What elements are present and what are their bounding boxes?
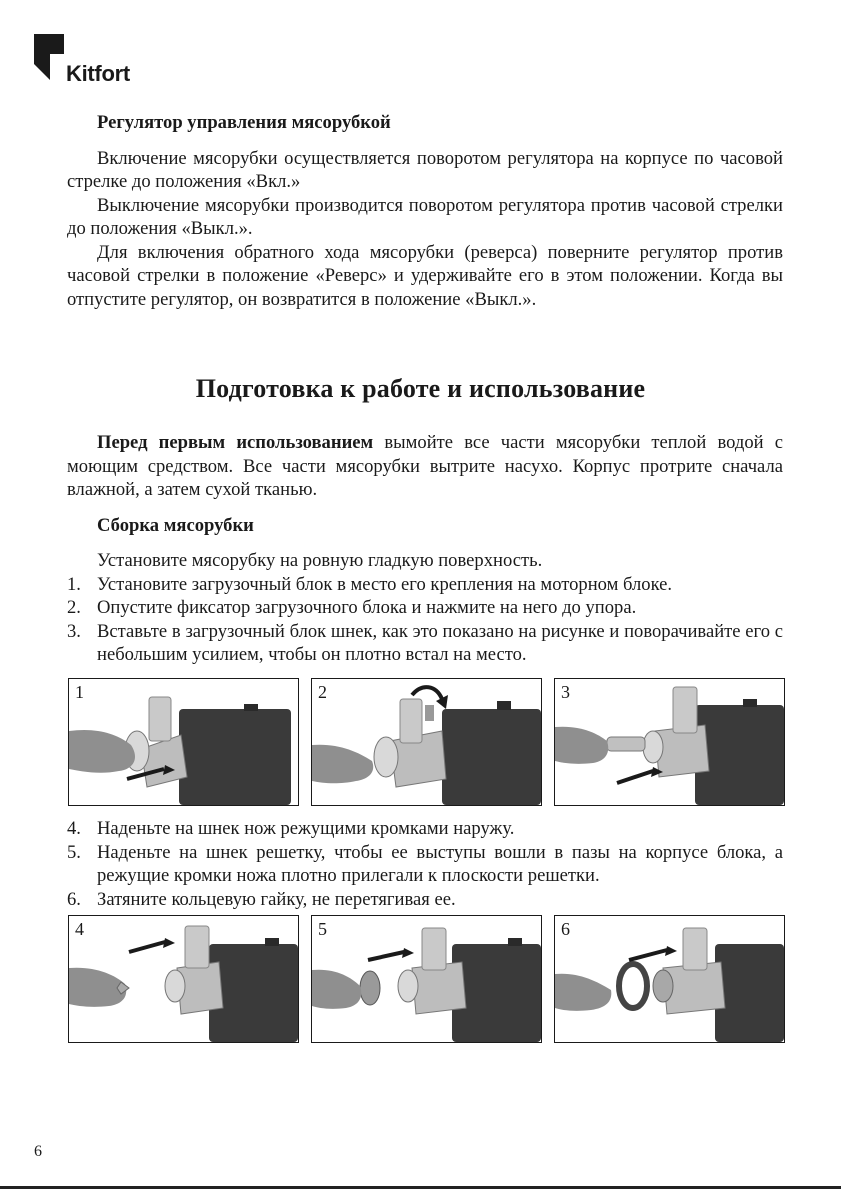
preparation-section <box>67 431 783 667</box>
figure-number: 2 <box>318 682 327 702</box>
figure-number: 3 <box>561 682 570 702</box>
list-text: Вставьте в загрузочный блок шнек, как это показано на рисунке и поворачивайте его с небольшим усилием, чтобы он плотно встал на место. <box>97 620 783 665</box>
mount-knife-illustration <box>69 916 298 1042</box>
intro-text: вымойте все части мясорубки теплой водой с моющим средством. Все части мясорубки вытрите насухо. Корпус протрите сначала влажной, а затем сухой тканью. <box>67 432 783 500</box>
list-text: Установите загрузочный блок в место его крепления на моторном блоке. <box>97 573 673 595</box>
page-number: 6 <box>34 1143 42 1160</box>
list-text: Затяните кольцевую гайку, не перетягивая ее. <box>97 888 456 910</box>
list-text: Наденьте на шнек решетку, чтобы ее выступы вошли в пазы на корпусе блока, а режущие кромки ножа плотно прилегали к плоскости решетки. <box>97 841 783 886</box>
figure-row <box>68 678 784 806</box>
intro-bold: Перед первым использованием <box>97 432 374 453</box>
list-item <box>67 841 783 888</box>
steps-list <box>67 817 783 911</box>
list-number: 6. <box>67 888 81 910</box>
figure-panel <box>311 678 542 806</box>
list-text: Наденьте на шнек нож режущими кромками наружу. <box>97 818 515 839</box>
figure-number: 5 <box>318 919 327 939</box>
list-item <box>67 596 783 620</box>
list-number: 1. <box>67 573 81 595</box>
brand-logo <box>34 34 154 94</box>
figure-number: 1 <box>75 682 84 702</box>
list-number: 2. <box>67 597 81 618</box>
figure-number: 6 <box>561 919 570 939</box>
page-title: Подготовка к работе и использование <box>195 374 646 403</box>
lock-feed-tube-illustration <box>312 679 541 805</box>
install-feed-tube-illustration <box>69 679 298 805</box>
insert-auger-illustration <box>555 679 784 805</box>
tighten-nut-illustration <box>555 916 784 1042</box>
list-number: 5. <box>67 841 81 863</box>
figure-panel <box>68 678 299 806</box>
figure-row <box>68 915 784 1043</box>
steps-list <box>67 573 783 667</box>
mount-grid-illustration <box>312 916 541 1042</box>
list-number: 3. <box>67 620 81 642</box>
section-heading: Регулятор управления мясорубкой <box>97 112 391 133</box>
paragraph: Для включения обратного хода мясорубки (реверса) поверните регулятор против часовой стрелки в положение «Реверс» и удерживайте его в этом положении. Когда вы отпустите регулятор, он возвратится в положение «Выкл.». <box>67 241 783 310</box>
control-section <box>67 111 783 311</box>
section-heading: Сборка мясорубки <box>97 514 254 536</box>
paragraph: Выключение мясорубки производится поворотом регулятора против часовой стрелки до положения «Выкл.». <box>67 194 783 239</box>
figure-number: 4 <box>75 919 84 939</box>
list-item <box>67 620 783 667</box>
figure-panel <box>68 915 299 1043</box>
list-item <box>67 817 783 841</box>
steps-section-2 <box>67 817 783 911</box>
list-text: Опустите фиксатор загрузочного блока и нажмите на него до упора. <box>97 597 637 618</box>
figure-panel <box>311 915 542 1043</box>
list-number: 4. <box>67 818 81 839</box>
figure-panel <box>554 678 785 806</box>
paragraph <box>67 431 783 502</box>
list-item <box>67 573 783 597</box>
paragraph: Установите мясорубку на ровную гладкую поверхность. <box>97 550 543 571</box>
paragraph: Включение мясорубки осуществляется поворотом регулятора на корпусе по часовой стрелке до положения «Вкл.» <box>67 147 783 192</box>
figure-panel <box>554 915 785 1043</box>
list-item <box>67 888 783 912</box>
brand-name: Kitfort <box>66 61 130 86</box>
